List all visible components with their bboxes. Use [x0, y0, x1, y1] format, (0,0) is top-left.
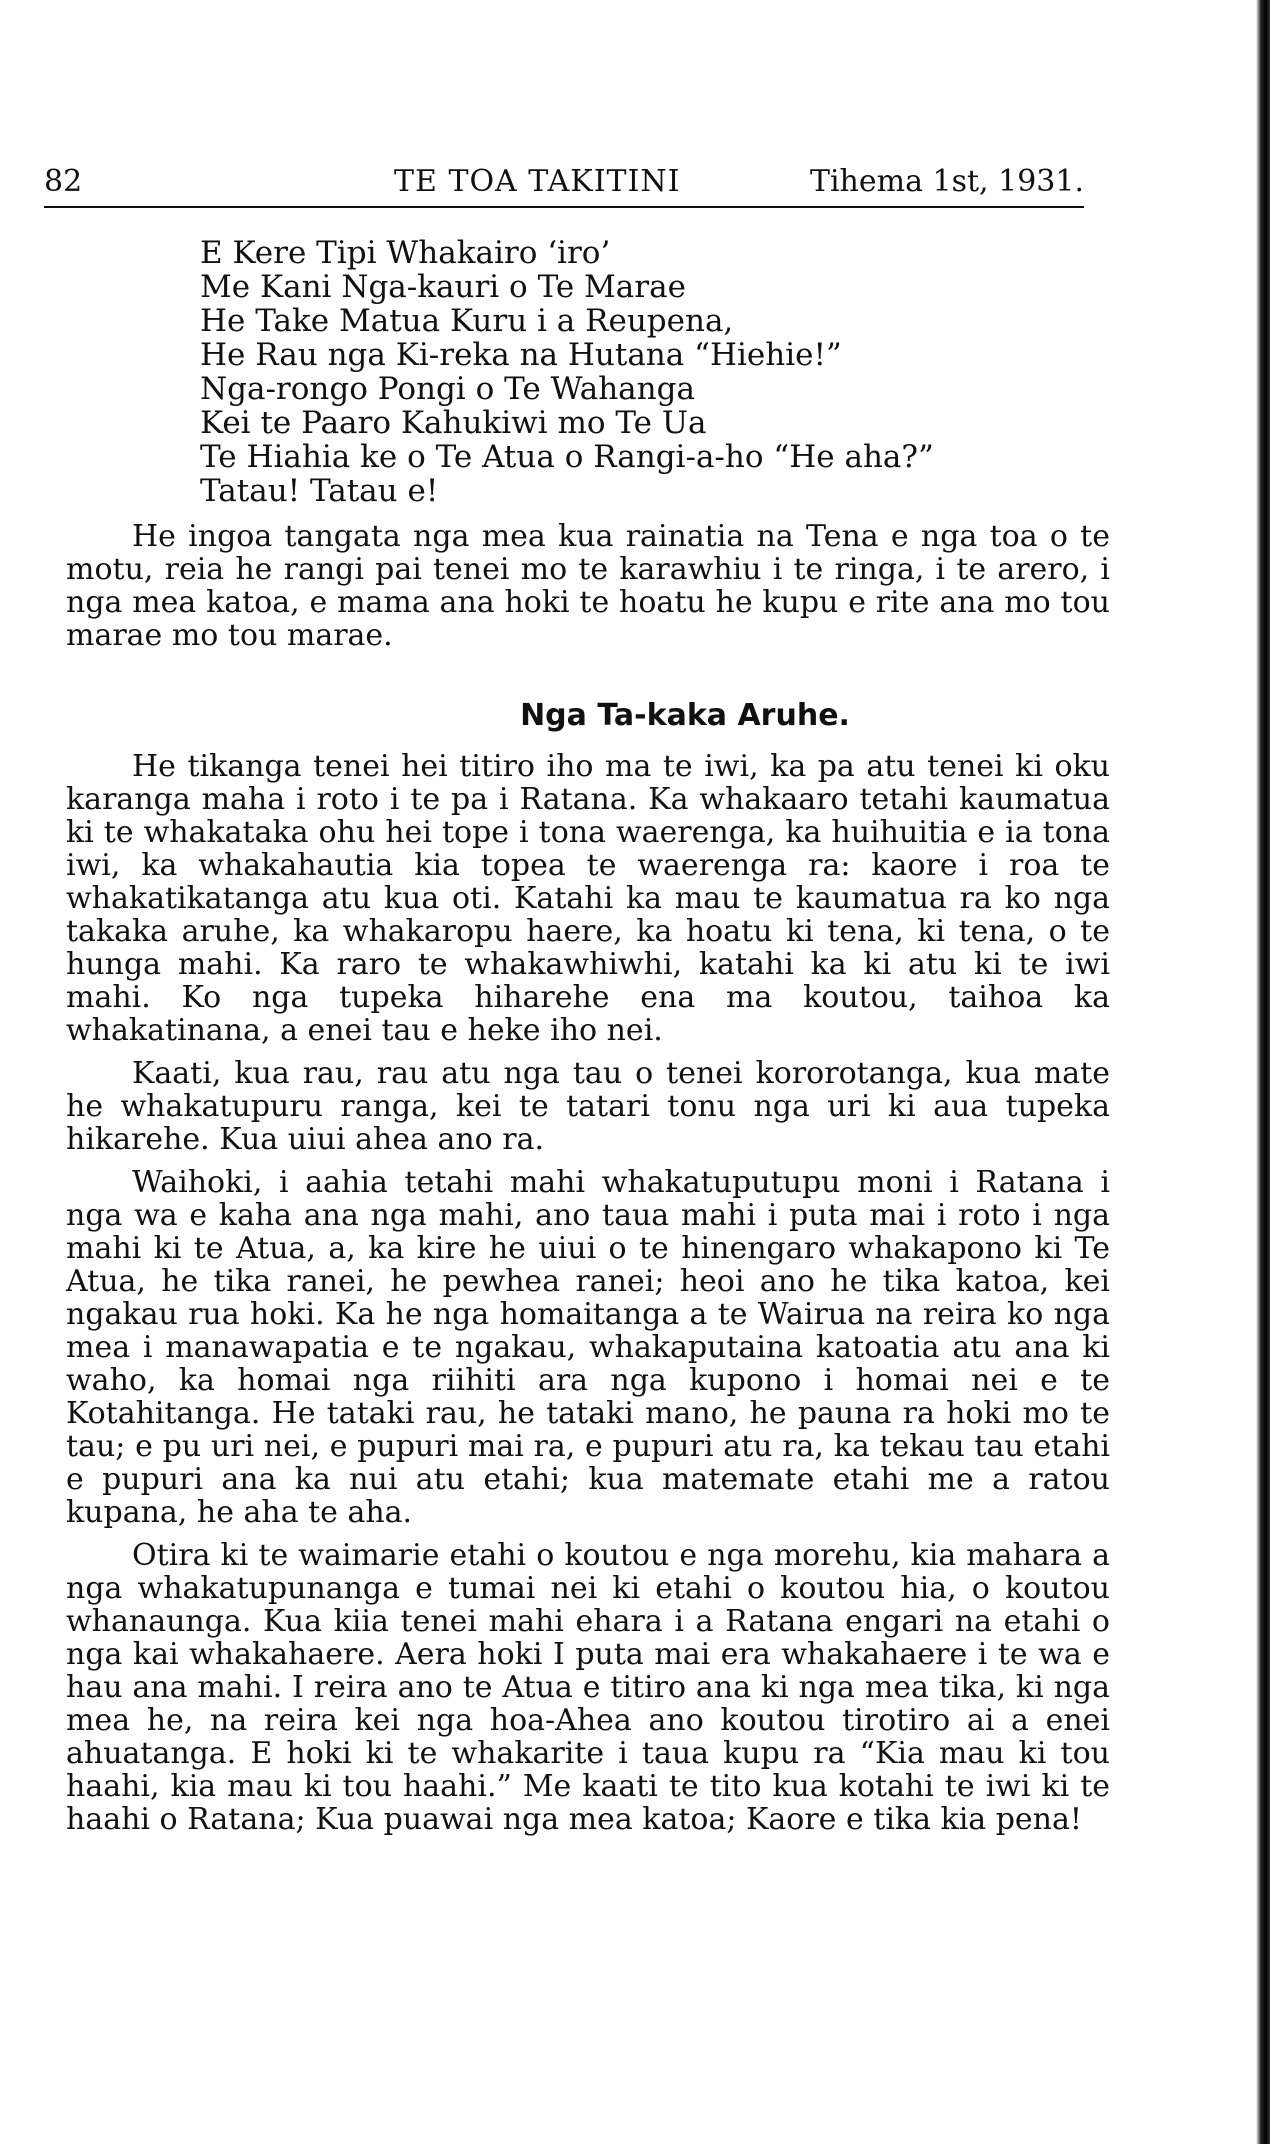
poem-line: He Rau nga Ki-reka na Hutana “Hiehie!”: [200, 337, 842, 373]
page-edge-shadow: [1256, 0, 1270, 2144]
intro-paragraph: He ingoa tangata nga mea kua rainatia na Tena e nga toa o te motu, reia he rangi pai tenei mo te karawhiu i te ringa, i te arero, i nga mea katoa, e mama ana hoki te hoatu he kupu e rite ana mo tou marae mo tou marae.: [66, 519, 1110, 653]
issue-date: Tihema 1st, 1931.: [809, 164, 1084, 199]
poem-line: Te Hiahia ke o Te Atua o Rangi-a-ho “He aha?”: [200, 439, 934, 475]
page-number: 82: [44, 164, 83, 199]
section-heading: Nga Ta-kaka Aruhe.: [520, 698, 850, 733]
publication-title: TE TOA TAKITINI: [394, 164, 681, 199]
body-paragraph: He tikanga tenei hei titiro iho ma te iwi, ka pa atu tenei ki oku karanga maha i roto i te pa i Ratana. Ka whakaaro tetahi kaumatua ki te whakataka ohu hei tope i tona waerenga, ka huihuitia e ia tona iwi, ka whakahautia kia topea te waerenga ra: kaore i roa te whakatikatanga atu kua oti. Katahi ka mau te kaumatua ra ko nga takaka aruhe, ka whakaropu haere, ka hoatu ki tena, ki tena, o te hunga mahi. Ka raro te whakawhiwhi, katahi ka ki atu ki te iwi mahi. Ko nga tupeka hiharehe ena ma koutou, taihoa ka whakatinana, a enei tau e heke iho nei.: [66, 749, 1110, 1048]
poem-line: Me Kani Nga-kauri o Te Marae: [200, 269, 686, 305]
poem-line: E Kere Tipi Whakairo ‘iro’: [200, 235, 611, 271]
intro-block: [66, 520, 1110, 662]
running-header: [44, 158, 1084, 208]
poem-line: He Take Matua Kuru i a Reupena,: [200, 303, 734, 339]
body-paragraph: Kaati, kua rau, rau atu nga tau o tenei kororotanga, kua mate he whakatupuru ranga, kei te tatari tonu nga uri ki aua tupeka hikarehe. Kua uiui ahea ano ra.: [66, 1056, 1110, 1157]
poem-line: Tatau! Tatau e!: [200, 473, 439, 509]
body-paragraph: Otira ki te waimarie etahi o koutou e nga morehu, kia mahara a nga whakatupunanga e tumai nei ki etahi o koutou hia, o koutou whanaunga. Kua kiia tenei mahi ehara i a Ratana engari na etahi o nga kai whakahaere. Aera hoki I puta mai era whakahaere i te wa e hau ana mahi. I reira ano te Atua e titiro ana ki nga mea tika, ki nga mea he, na reira kei nga hoa-Ahea ano koutou tirotiro ai a enei ahuatanga. E hoki ki te whakarite i taua kupu ra “Kia mau ki tou haahi, kia mau ki tou haahi.” Me kaati te tito kua kotahi te iwi ki te haahi o Ratana; Kua puawai nga mea katoa; Kaore e tika kia pena!: [66, 1538, 1110, 1837]
poem-line: Kei te Paaro Kahukiwi mo Te Ua: [200, 405, 707, 441]
article-body: [66, 750, 1110, 1846]
poem-block: [200, 236, 1100, 508]
poem-line: Nga-rongo Pongi o Te Wahanga: [200, 371, 695, 407]
body-paragraph: Waihoki, i aahia tetahi mahi whakatuputupu moni i Ratana i nga wa e kaha ana nga mahi, ano taua mahi i puta mai i roto i nga mahi ki te Atua, a, ka kire he uiui o te hinengaro whakapono ki Te Atua, he tika ranei, he pewhea ranei; heoi ano he tika katoa, kei ngakau rua hoki. Ka he nga homaitanga a te Wairua na reira ko nga mea i manawapatia e te ngakau, whakaputaina katoatia atu ana ki waho, ka homai nga riihiti ara nga kupono i homai nei e te Kotahitanga. He tataki rau, he tataki mano, he pauna ra hoki mo te tau; e pu uri nei, e pupuri mai ra, e pupuri atu ra, ka tekau tau etahi e pupuri ana ka nui atu etahi; kua matemate etahi me a ratou kupana, he aha te aha.: [66, 1165, 1110, 1530]
